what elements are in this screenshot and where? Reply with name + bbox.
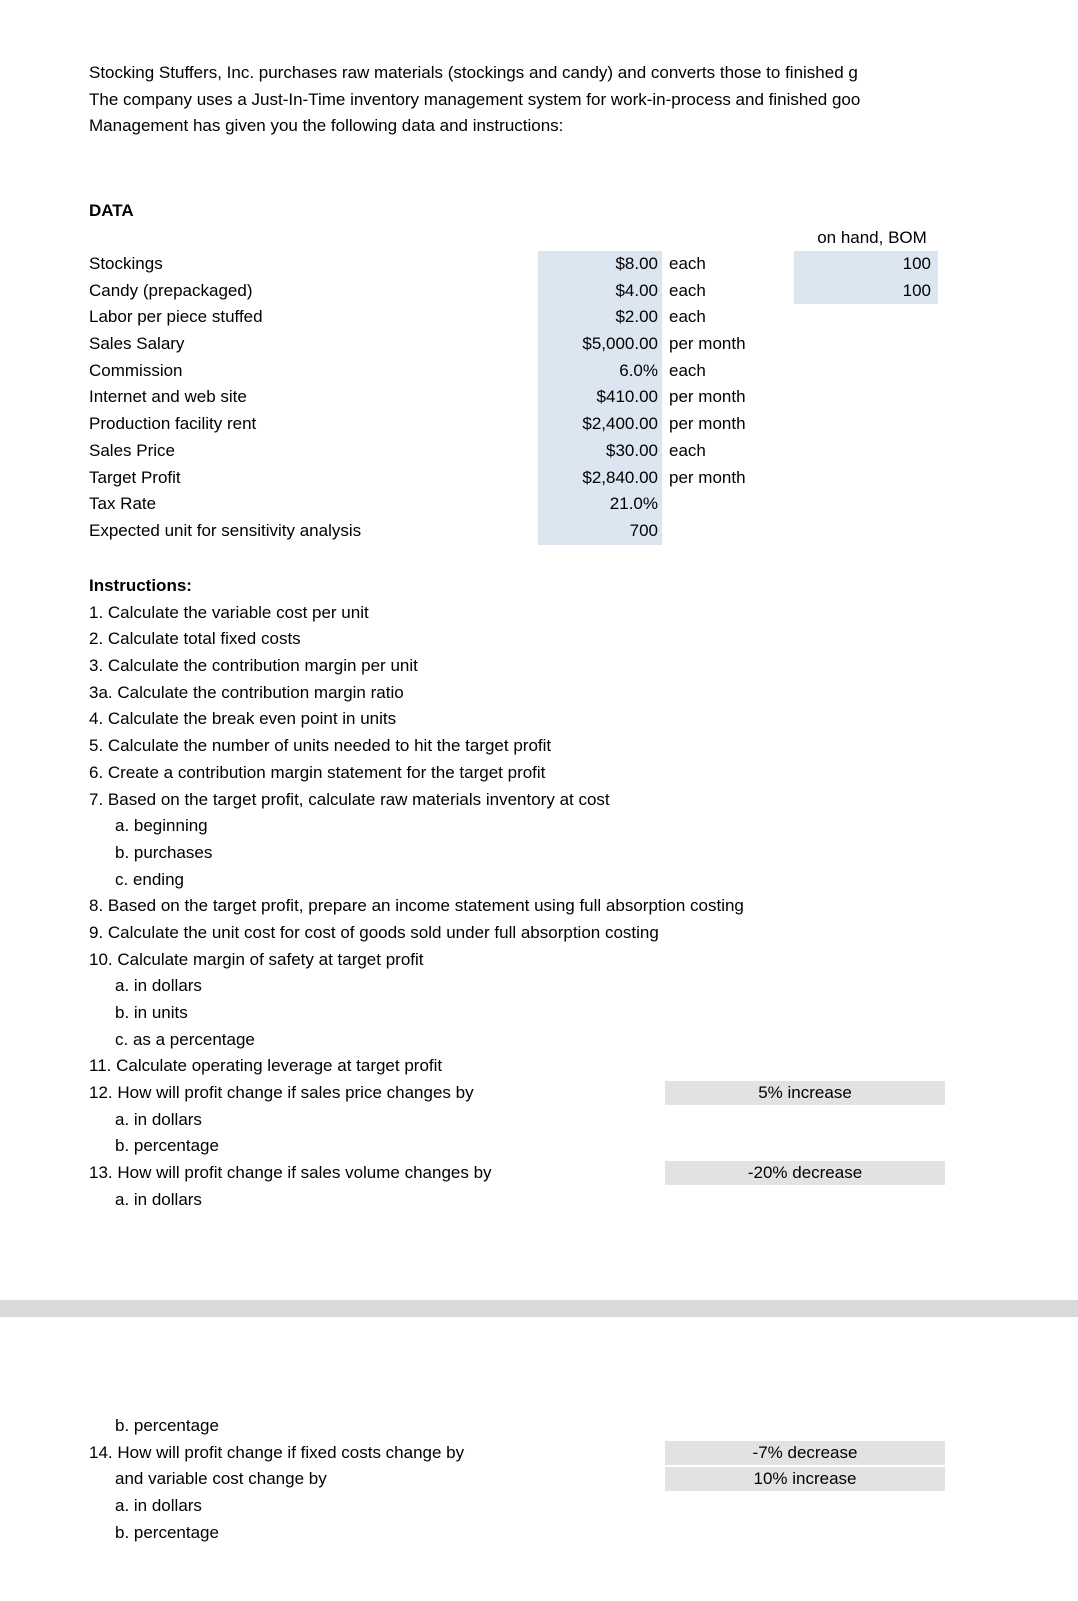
data-row-label: Target Profit [89,467,181,487]
data-row [89,384,938,411]
data-row-label: Internet and web site [89,387,247,407]
sensitivity-input-cell[interactable]: -7% decrease [665,1441,945,1465]
instruction-text: a. in dollars [115,976,202,996]
instruction-text: 7. Based on the target profit, calculate raw materials inventory at cost [89,789,610,809]
instruction-item [89,760,744,787]
instruction-item [89,973,744,1000]
instruction-text: 1. Calculate the variable cost per unit [89,602,369,622]
data-row-unit: per month [669,467,746,487]
instruction-text: c. ending [115,869,184,889]
data-row-onhand-cell[interactable]: 100 [794,251,938,278]
instruction-item [89,1080,852,1107]
instruction-item [89,1440,858,1467]
data-row-unit: each [669,440,706,460]
intro-paragraph [89,60,1078,140]
instruction-item [89,1053,744,1080]
sensitivity-input-cell[interactable]: 5% increase [665,1081,945,1105]
instruction-text: a. in dollars [115,1496,202,1516]
data-row-value-cell[interactable]: $2,400.00 [538,411,662,438]
instruction-text: b. in units [115,1003,188,1022]
instruction-text: 13. How will profit change if sales volume changes by [89,1163,492,1183]
instruction-text: b. purchases [115,842,213,862]
on-hand-column-header: on hand, BOM [817,228,927,247]
data-row-label: Commission [89,360,183,380]
data-row-unit: each [669,360,706,380]
instruction-item [89,1107,744,1134]
data-row-label: Expected unit for sensitivity analysis [89,520,362,540]
instruction-text: 12. How will profit change if sales price changes by [89,1083,474,1103]
instruction-text: 11. Calculate operating leverage at target profit [89,1056,443,1076]
instruction-text: 3. Calculate the contribution margin per unit [89,656,418,676]
data-row-label: Candy (prepackaged) [89,280,253,300]
data-row-value-cell[interactable]: 21.0% [538,491,662,518]
data-section-heading: DATA [89,201,134,220]
data-row-label: Sales Price [89,440,175,460]
data-row-label: Stockings [89,254,163,273]
instruction-item [89,1413,464,1440]
data-row-value-cell[interactable]: $410.00 [538,384,662,411]
instruction-item [89,920,744,947]
instruction-text: b. percentage [115,1416,219,1435]
instruction-item [89,733,744,760]
instruction-text: 3a. Calculate the contribution margin ratio [89,682,404,702]
instructions-heading: Instructions: [89,576,192,595]
instruction-item [89,840,744,867]
data-row-value-cell[interactable]: $2.00 [538,304,662,331]
data-row-value-cell[interactable]: $30.00 [538,438,662,465]
data-table [89,251,938,545]
instruction-text: 4. Calculate the break even point in units [89,709,397,729]
data-row [89,278,938,305]
instruction-item [89,787,744,814]
data-row [89,331,938,358]
sensitivity-input-cell[interactable]: 10% increase [665,1467,945,1491]
data-row-value-cell[interactable]: $4.00 [538,278,662,305]
data-row-value-cell[interactable]: 700 [538,518,662,545]
data-row-label: Production facility rent [89,414,257,434]
data-row-onhand-cell [794,491,938,518]
intro-line: Stocking Stuffers, Inc. purchases raw materials (stockings and candy) and converts those to finished g [89,63,858,82]
instruction-item [89,867,744,894]
data-row-unit: each [669,280,706,300]
instruction-item [89,600,744,627]
instruction-text: and variable cost change by [115,1469,327,1489]
instruction-item [89,1493,464,1520]
instruction-text: c. as a percentage [115,1029,255,1049]
instruction-item [89,1133,744,1160]
data-row [89,358,938,385]
instruction-text: 5. Calculate the number of units needed to hit the target profit [89,736,552,756]
instruction-text: b. percentage [115,1136,219,1156]
data-row-value-cell[interactable]: 6.0% [538,358,662,385]
data-row-value-cell[interactable]: $5,000.00 [538,331,662,358]
instruction-text: 14. How will profit change if fixed costs change by [89,1442,465,1462]
sensitivity-input-cell[interactable]: -20% decrease [665,1161,945,1185]
page-two-section [89,1413,858,1546]
intro-line: The company uses a Just-In-Time inventory management system for work-in-process and finished goo [89,89,861,109]
data-row-unit [662,491,794,518]
data-row-label: Tax Rate [89,494,157,514]
instruction-item [89,653,744,680]
instruction-text: a. beginning [115,816,208,836]
instruction-text: a. in dollars [115,1109,202,1129]
data-row-unit: per month [669,387,746,407]
data-row-label: Labor per piece stuffed [89,307,263,327]
data-row-onhand-cell [794,384,938,411]
data-row-unit: each [669,254,706,273]
instruction-text: 2. Calculate total fixed costs [89,629,301,649]
instructions-list [89,600,863,1214]
instruction-item [89,680,744,707]
data-row-unit [662,518,794,545]
instruction-item [89,626,744,653]
page-two-list [89,1413,858,1546]
page-break-band [0,1300,1078,1317]
instruction-item [89,1160,863,1187]
data-row [89,304,938,331]
data-row [89,465,938,492]
instruction-item [89,1466,857,1493]
instruction-item [89,947,744,974]
data-row [89,491,938,518]
data-row-value-cell[interactable]: $8.00 [538,251,662,278]
instruction-item [89,1027,744,1054]
data-row-onhand-cell [794,411,938,438]
data-row-value-cell[interactable]: $2,840.00 [538,465,662,492]
data-row-onhand-cell [794,518,938,545]
data-row-onhand-cell [794,331,938,358]
data-row [89,518,938,545]
instruction-item [89,1520,464,1547]
instruction-item [89,1187,744,1214]
instruction-item [89,893,744,920]
data-row-unit: each [669,307,706,327]
instruction-text: 9. Calculate the unit cost for cost of goods sold under full absorption costing [89,922,659,942]
data-row-unit: per month [669,334,746,354]
data-row-label: Sales Salary [89,334,185,354]
instruction-text: a. in dollars [115,1189,202,1209]
data-row-unit: per month [669,414,746,434]
data-row [89,411,938,438]
data-row-onhand-cell[interactable]: 100 [794,278,938,305]
instruction-text: b. percentage [115,1522,219,1542]
instruction-item [89,1000,744,1027]
data-row-onhand-cell [794,304,938,331]
instruction-item [89,813,744,840]
instruction-item [89,706,744,733]
data-row-onhand-cell [794,438,938,465]
instruction-text: 6. Create a contribution margin statement for the target profit [89,762,546,782]
instructions-section [89,573,863,1214]
instruction-text: 10. Calculate margin of safety at target profit [89,949,424,969]
instruction-text: 8. Based on the target profit, prepare an income statement using full absorption costing [89,896,744,916]
data-row [89,251,938,278]
intro-line: Management has given you the following data and instructions: [89,116,564,136]
data-row [89,438,938,465]
data-row-onhand-cell [794,358,938,385]
data-row-onhand-cell [794,465,938,492]
